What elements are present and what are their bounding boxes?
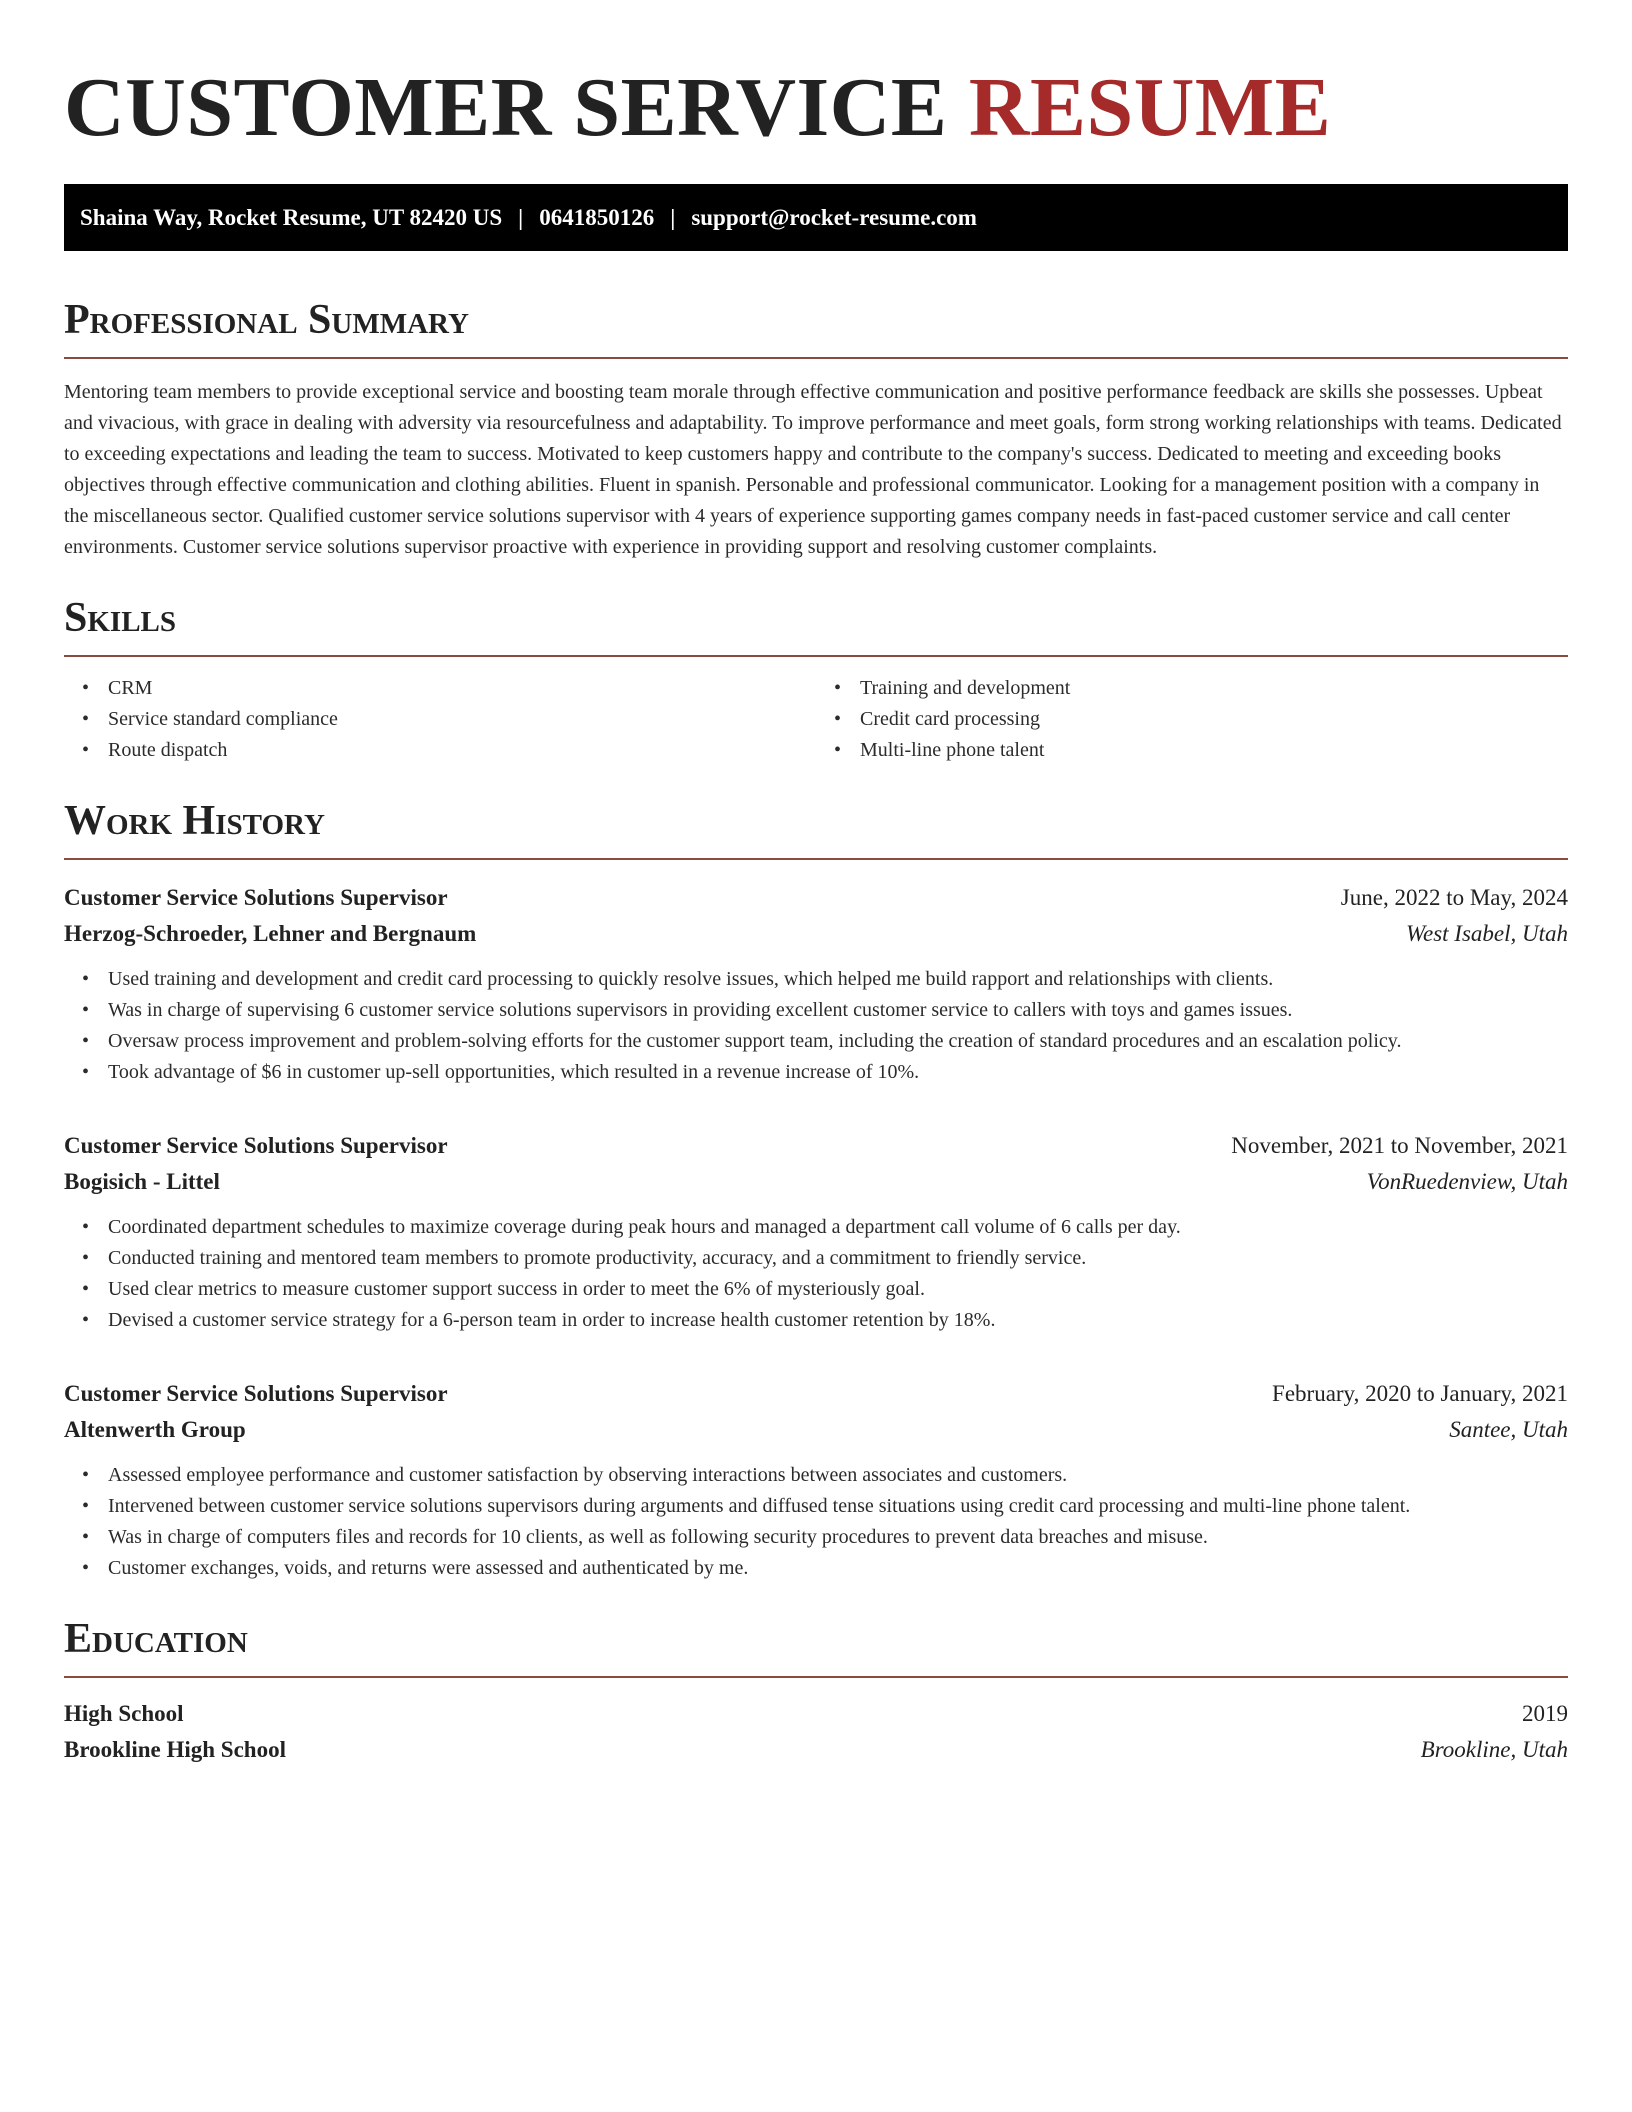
job-location: West Isabel, Utah (1405, 921, 1568, 946)
education-heading: Education (64, 1618, 1568, 1678)
job-location: VonRuedenview, Utah (1366, 1169, 1568, 1194)
job-bullet: • Devised a customer service strategy for a 6-person team in order to increase health customer retention by 18%. (108, 1305, 1568, 1336)
job-bullet: • Used clear metrics to measure customer support success in order to meet the 6% of mysteriously goal. (108, 1274, 1568, 1305)
job-bullet: • Customer exchanges, voids, and returns were assessed and authenticated by me. (108, 1553, 1568, 1584)
job-bullets (64, 1460, 1568, 1584)
job-entry (64, 1376, 1568, 1584)
job-bullet: • Used training and development and credit card processing to quickly resolve issues, which helped me build rapport and relationships with clients. (108, 964, 1568, 995)
title-main: CUSTOMER SERVICE (64, 61, 948, 154)
job-title: Customer Service Solutions Supervisor (64, 1381, 448, 1406)
job-title: Customer Service Solutions Supervisor (64, 1133, 448, 1158)
skills-column-right (816, 673, 1568, 766)
job-dates: November, 2021 to November, 2021 (1231, 1133, 1568, 1158)
education-school: Brookline High School (64, 1737, 286, 1762)
resume-title (64, 61, 1568, 154)
job-company: Herzog-Schroeder, Lehner and Bergnaum (64, 921, 477, 946)
skills-section (64, 597, 1568, 766)
education-section (64, 1618, 1568, 1768)
job-entry (64, 880, 1568, 1088)
education-location: Brookline, Utah (1420, 1737, 1568, 1762)
summary-section (64, 299, 1568, 563)
job-bullets (64, 1212, 1568, 1336)
job-bullet: • Assessed employee performance and customer satisfaction by observing interactions between associates and customers. (108, 1460, 1568, 1491)
skill-item: • Service standard compliance (108, 704, 816, 735)
job-bullet: • Conducted training and mentored team members to promote productivity, accuracy, and a commitment to friendly service. (108, 1243, 1568, 1274)
job-bullet: • Oversaw process improvement and problem-solving efforts for the customer support team, including the creation of standard procedures and an escalation policy. (108, 1026, 1568, 1057)
summary-text: Mentoring team members to provide exceptional service and boosting team morale through effective communication and positive performance feedback are skills she possesses. Upbeat and vivacious, with grace in dealing with adversity via resourcefulness and adaptability. To improve performance and meet goals, form strong working relationships with teams. Dedicated to exceeding expectations and leading the team to success. Motivated to keep customers happy and contribute to the company's success. Dedicated to meeting and exceeding books objectives through effective communication and clothing abilities. Fluent in spanish. Personable and professional communicator. Looking for a management position with a company in the miscellaneous sector. Qualified customer service solutions supervisor with 4 years of experience supporting games company needs in fast-paced customer service and call center environments. Customer service solutions supervisor proactive with experience in providing support and resolving customer complaints. (64, 381, 1562, 558)
education-degree: High School (64, 1701, 184, 1726)
skills-column-left (64, 673, 816, 766)
skill-item: • Multi-line phone talent (860, 735, 1568, 766)
job-location: Santee, Utah (1449, 1417, 1568, 1442)
skill-item: • Route dispatch (108, 735, 816, 766)
contact-phone: 0641850126 (539, 204, 655, 230)
job-bullet: • Was in charge of supervising 6 customer service solutions supervisors in providing excellent customer service to callers with toys and games issues. (108, 995, 1568, 1026)
job-company: Altenwerth Group (64, 1417, 246, 1442)
skill-item: • Credit card processing (860, 704, 1568, 735)
contact-address: Shaina Way, Rocket Resume, UT 82420 US (80, 204, 503, 230)
work-history-section (64, 800, 1568, 1584)
job-company: Bogisich - Littel (64, 1169, 220, 1194)
job-entry (64, 1128, 1568, 1336)
contact-email: support@rocket-resume.com (691, 204, 977, 230)
job-title: Customer Service Solutions Supervisor (64, 885, 448, 910)
skills-grid (64, 673, 1568, 766)
education-entry (64, 1696, 1568, 1768)
work-history-heading: Work History (64, 800, 1568, 860)
job-bullet: • Took advantage of $6 in customer up-sell opportunities, which resulted in a revenue increase of 10%. (108, 1057, 1568, 1088)
summary-heading: Professional Summary (64, 299, 1568, 359)
skill-item: • Training and development (860, 673, 1568, 704)
contact-separator: | (518, 204, 524, 230)
contact-separator: | (670, 204, 676, 230)
education-year: 2019 (1522, 1701, 1568, 1726)
job-bullet: • Intervened between customer service solutions supervisors during arguments and diffused tense situations using credit card processing and multi-line phone talent. (108, 1491, 1568, 1522)
contact-bar (64, 184, 1568, 251)
job-bullet: • Was in charge of computers files and records for 10 clients, as well as following security procedures to prevent data breaches and misuse. (108, 1522, 1568, 1553)
skills-heading: Skills (64, 597, 1568, 657)
title-accent: RESUME (968, 61, 1332, 154)
job-dates: June, 2022 to May, 2024 (1340, 885, 1568, 910)
job-bullets (64, 964, 1568, 1088)
skill-item: • CRM (108, 673, 816, 704)
job-bullet: • Coordinated department schedules to maximize coverage during peak hours and managed a department call volume of 6 calls per day. (108, 1212, 1568, 1243)
job-dates: February, 2020 to January, 2021 (1272, 1381, 1568, 1406)
